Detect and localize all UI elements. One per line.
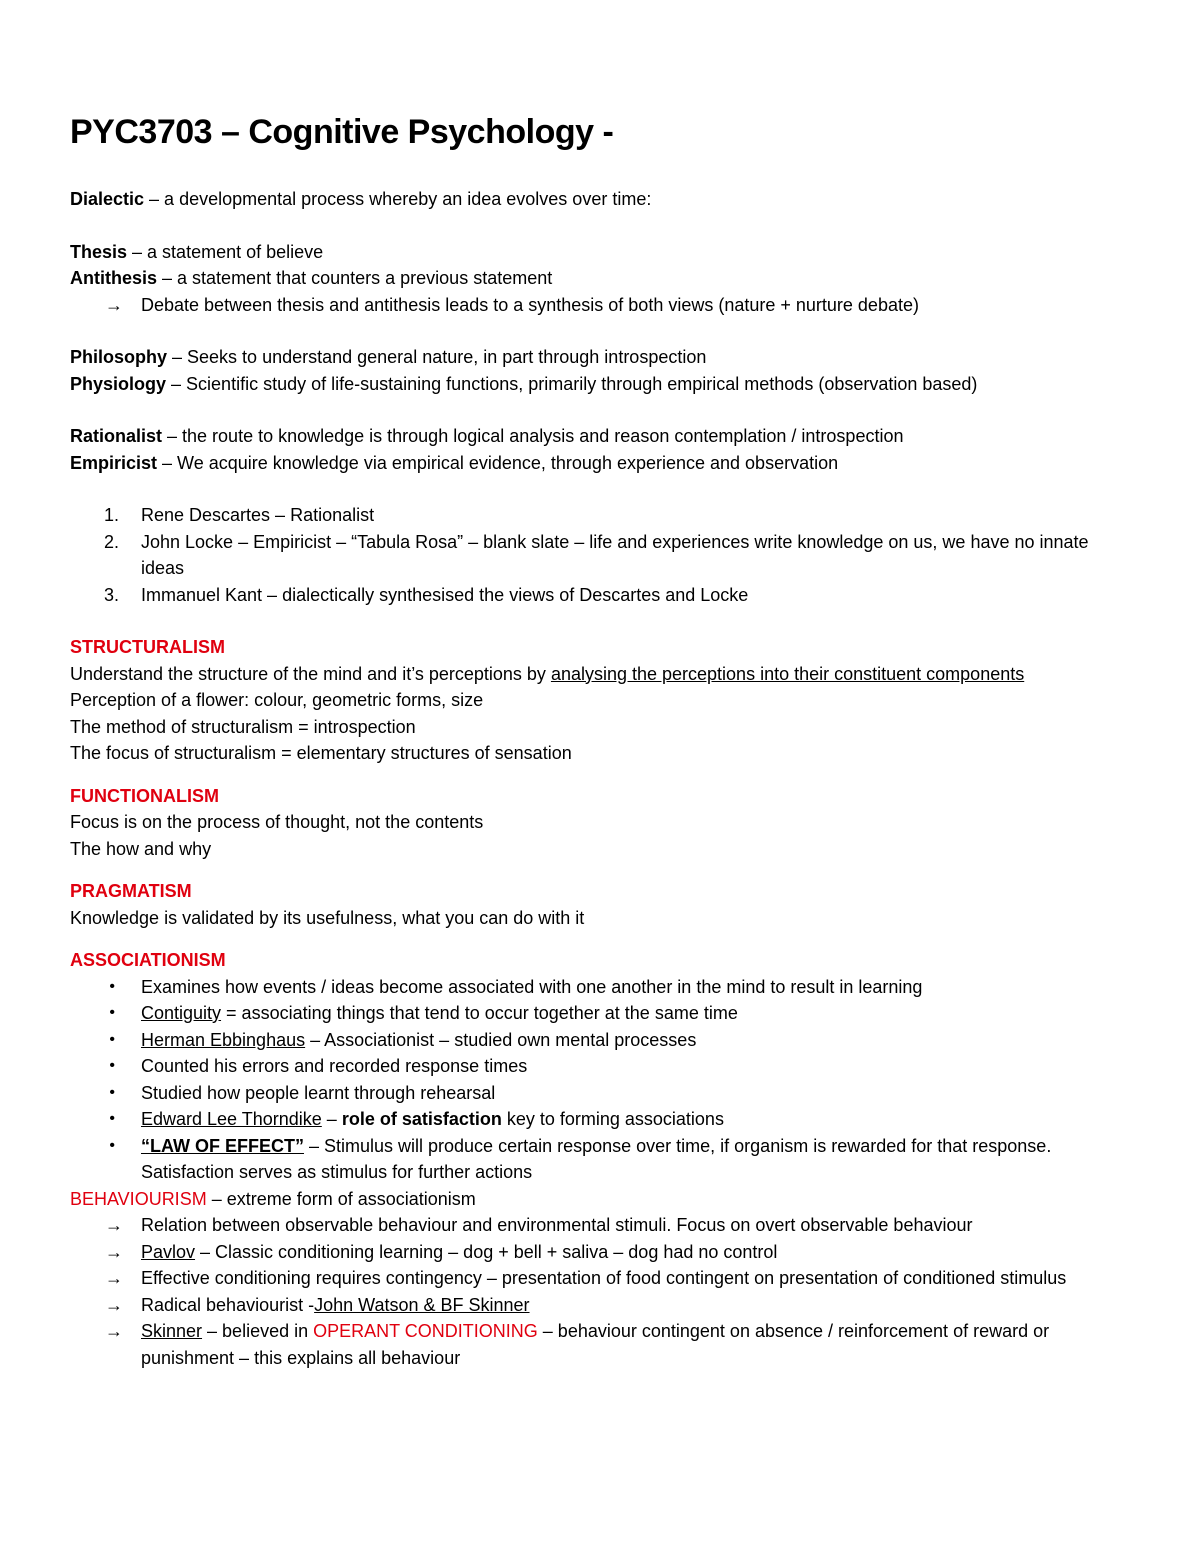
term: Empiricist — [70, 452, 158, 473]
antithesis-definition — [70, 265, 1130, 292]
paragraph: Perception of a flower: colour, geometric forms, size — [70, 690, 484, 710]
arrow-icon: → — [105, 294, 123, 315]
underlined-text: Contiguity — [141, 1003, 222, 1023]
underlined-text: John Watson & BF Skinner — [314, 1294, 530, 1315]
definition: – the route to knowledge is through logical analysis and reason contemplation / introspection — [162, 426, 904, 446]
text: – Stimulus will produce certain response over time, if organism is rewarded for that response. Satisfaction serves as stimulus for further actions — [141, 1135, 1052, 1182]
text: key to forming associations — [501, 1109, 724, 1129]
text: – — [321, 1109, 342, 1129]
text: – believed in — [202, 1321, 314, 1341]
paragraph: The method of structuralism = introspection — [70, 716, 416, 737]
text: – Associationist – studied own mental processes — [305, 1029, 697, 1050]
paragraph: Knowledge is validated by its usefulness, what you can do with it — [70, 907, 585, 928]
bullet-text — [141, 1027, 1130, 1054]
rationalist-definition — [70, 423, 1130, 450]
term: Antithesis — [70, 268, 158, 288]
item-text: Rene Descartes – Rationalist — [141, 505, 375, 525]
bold-text: role of satisfaction — [341, 1109, 502, 1129]
text: – extreme form of associationism — [206, 1188, 476, 1209]
underlined-text: Herman Ebbinghaus — [141, 1029, 306, 1050]
item-text: Immanuel Kant – dialectically synthesised the views of Descartes and Locke — [141, 584, 749, 605]
section-heading-pragmatism: PRAGMATISM — [70, 881, 192, 901]
definition: – a statement that counters a previous statement — [157, 268, 553, 288]
arrow-icon: → — [105, 1268, 123, 1288]
text: – behaviour contingent on absence / reinforcement of reward or punishment – this explains all behaviour — [141, 1321, 1050, 1368]
bullet-icon: • — [109, 1110, 115, 1127]
text: – Classic conditioning learning – dog + bell + saliva – dog had no control — [195, 1241, 778, 1262]
section-heading-functionalism: FUNCTIONALISM — [70, 785, 219, 806]
section-heading-associationism: ASSOCIATIONISM — [70, 950, 226, 970]
bullet-item — [70, 1053, 1130, 1080]
term: Dialectic — [70, 189, 145, 209]
philosophy-definition — [70, 344, 1130, 371]
definition: – a developmental process whereby an idea evolves over time: — [144, 189, 652, 209]
arrow-icon: → — [105, 1241, 123, 1262]
bullet-text — [141, 1133, 1130, 1186]
bullet-icon: • — [109, 1136, 115, 1154]
bullet-item — [70, 974, 1130, 1001]
arrow-item — [70, 1265, 1130, 1292]
paragraph: The focus of structuralism = elementary structures of sensation — [70, 743, 572, 763]
item-number: 1. — [103, 505, 119, 525]
paragraph — [70, 661, 1130, 688]
definition: – Scientific study of life-sustaining functions, primarily through empirical methods (observation based) — [166, 373, 978, 394]
physiology-definition — [70, 371, 1130, 398]
bullet-text — [141, 1106, 1130, 1133]
term: Rationalist — [70, 426, 163, 446]
bullet-item — [70, 1106, 1130, 1133]
bullet-icon: • — [109, 1083, 115, 1101]
arrow-item-text: Effective conditioning requires contingency – presentation of food contingent on presentation of conditioned stimulus — [141, 1268, 1067, 1288]
underlined-text: analysing the perceptions into their constituent components — [550, 663, 1025, 684]
underlined-bold-text: “LAW OF EFFECT” — [141, 1135, 304, 1156]
term: Thesis — [70, 241, 128, 262]
bullet-icon: • — [109, 1004, 115, 1021]
underlined-text: Skinner — [141, 1321, 203, 1341]
numbered-item — [70, 582, 1130, 609]
item-number: 3. — [103, 584, 119, 605]
highlighted-term: OPERANT CONDITIONING — [313, 1321, 538, 1341]
bullet-item — [70, 1133, 1130, 1186]
text: = associating things that tend to occur together at the same time — [221, 1003, 738, 1023]
section-heading-behaviourism: BEHAVIOURISM — [70, 1188, 207, 1209]
bullet-text: Counted his errors and recorded response times — [141, 1056, 528, 1076]
definition: – We acquire knowledge via empirical evidence, through experience and observation — [157, 452, 839, 473]
arrow-icon: → — [105, 1294, 123, 1315]
arrow-item-text — [141, 1292, 1130, 1319]
thesis-definition — [70, 239, 1130, 266]
arrow-item — [70, 1318, 1130, 1371]
definition: – a statement of believe — [127, 241, 324, 262]
text: Understand the structure of the mind and it’s perceptions by — [70, 663, 551, 684]
underlined-text: Edward Lee Thorndike — [141, 1109, 322, 1129]
item-number: 2. — [103, 531, 119, 552]
term: Philosophy — [70, 347, 168, 367]
numbered-item — [70, 529, 1130, 582]
bullet-text: Studied how people learnt through rehearsal — [141, 1082, 496, 1103]
definition: – Seeks to understand general nature, in part through introspection — [167, 347, 707, 367]
paragraph: Focus is on the process of thought, not the contents — [70, 812, 484, 832]
paragraph: The how and why — [70, 838, 212, 859]
arrow-item — [70, 292, 1130, 319]
empiricist-definition — [70, 450, 1130, 477]
dialectic-definition — [70, 186, 1130, 213]
arrow-item — [70, 1292, 1130, 1319]
bullet-item — [70, 1000, 1130, 1027]
term: Physiology — [70, 373, 167, 394]
arrow-icon: → — [105, 1321, 123, 1341]
bullet-item — [70, 1080, 1130, 1107]
underlined-text: Pavlov — [141, 1241, 196, 1262]
arrow-item-text — [141, 1239, 1130, 1266]
section-heading-structuralism: STRUCTURALISM — [70, 637, 225, 657]
arrow-item-text: Debate between thesis and antithesis leads to a synthesis of both views (nature + nurture debate) — [141, 294, 919, 315]
item-text: John Locke – Empiricist – “Tabula Rosa” – blank slate – life and experiences write knowledge on us, we have no innate ideas — [141, 531, 1089, 578]
numbered-item — [70, 502, 1130, 529]
bullet-text: Examines how events / ideas become associated with one another in the mind to result in learning — [141, 976, 923, 997]
arrow-item — [70, 1212, 1130, 1239]
arrow-item — [70, 1239, 1130, 1266]
arrow-item-text: Relation between observable behaviour and environmental stimuli. Focus on overt observable behaviour — [141, 1215, 973, 1235]
bullet-text — [141, 1000, 1130, 1027]
bullet-icon: • — [109, 977, 115, 995]
bullet-icon: • — [109, 1030, 115, 1048]
arrow-item-text — [141, 1318, 1130, 1371]
behaviourism-heading-line — [70, 1186, 1130, 1213]
page-title: PYC3703 – Cognitive Psychology - — [70, 113, 614, 151]
bullet-item — [70, 1027, 1130, 1054]
arrow-icon: → — [105, 1215, 123, 1235]
text: Radical behaviourist - — [141, 1294, 315, 1315]
bullet-icon: • — [109, 1057, 115, 1074]
document-body — [70, 112, 1130, 1371]
